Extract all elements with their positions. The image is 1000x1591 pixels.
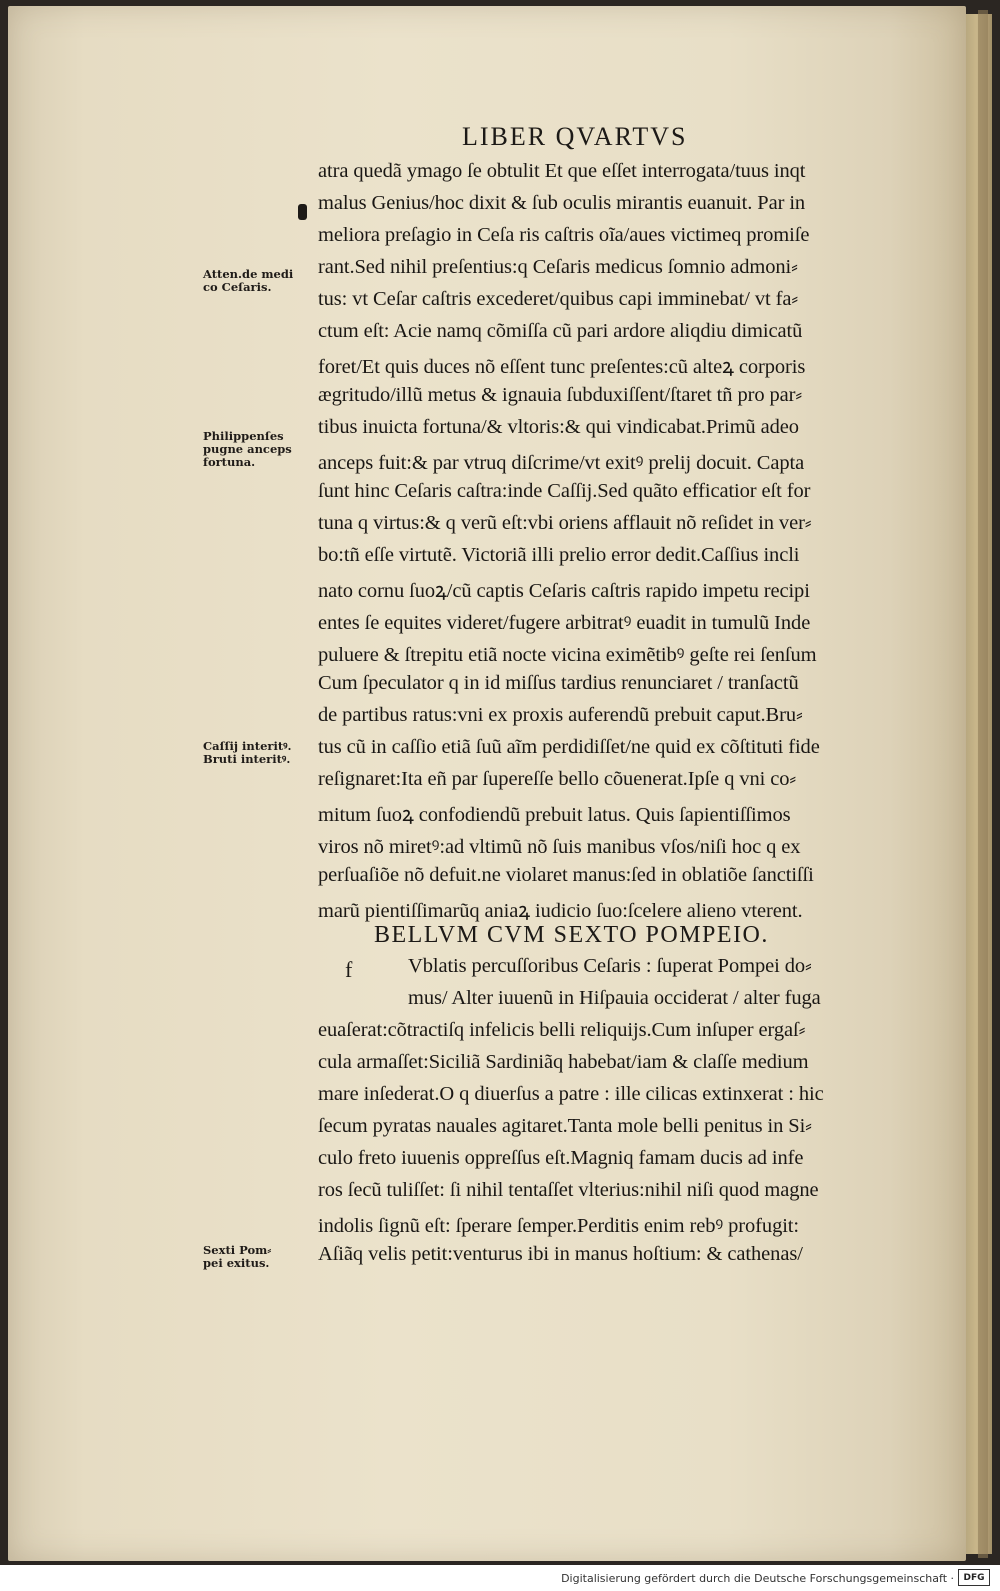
marginal-note-line: co Ceſaris. — [203, 280, 272, 294]
text-line: tus: vt Ceſar caſtris excederet/quibus capi imminebat/ vt fa⸗ — [318, 288, 799, 310]
marginal-note-line: fortuna. — [203, 455, 256, 469]
text-line: Aſiãq velis petit:venturus ibi in manus hoſtium: & cathenas/ — [318, 1243, 803, 1265]
dfg-logo: DFG — [958, 1569, 990, 1586]
marginal-note-line: pugne anceps — [203, 442, 292, 456]
marginal-note-line: Philippenſes — [203, 429, 284, 443]
text-line: reſignaret:Ita eñ par ſupereſſe bello cõuenerat.Ipſe q vni co⸗ — [318, 768, 797, 790]
marginal-note-line: Bruti interitꝰ. — [203, 752, 291, 766]
text-line: euaſerat:cõtractiſq infelicis belli reliquijs.Cum inſuper ergaſ⸗ — [318, 1019, 806, 1041]
text-line: ros ſecũ tuliſſet: ſi nihil tentaſſet vlterius:nihil niſi quod magne — [318, 1179, 819, 1201]
text-line: anceps fuit:& par vtruq diſcrime/vt exitꝰ prelij docuit. Capta — [318, 452, 805, 474]
text-line: bo:tñ eſſe virtutẽ. Victoriã illi prelio error dedit.Caſſius incli — [318, 544, 800, 566]
text-line: de partibus ratus:vni ex proxis auferendũ prebuit caput.Bru⸗ — [318, 704, 803, 726]
marginal-note-line: Sexti Pom⸗ — [203, 1243, 272, 1257]
text-line: tuna q virtus:& q verũ eſt:vbi oriens afflauit nõ reſidet in ver⸗ — [318, 512, 812, 534]
guide-letter: f — [345, 957, 353, 982]
text-line: mus/ Alter iuuenũ in Hiſpauia occiderat / alter fuga — [408, 987, 821, 1009]
marginal-note-line: pei exitus. — [203, 1256, 270, 1270]
text-line: ctum eſt: Acie namq cõmiſſa cũ pari ardore aliqdiu dimicatũ — [318, 320, 803, 342]
text-line: perſuaſiõe nõ defuit.ne violaret manus:ſed in oblatiõe ſanctiſſi — [318, 864, 814, 886]
text-line: cula armaſſet:Siciliã Sardiniãq habebat/iam & claſſe medium — [318, 1051, 809, 1073]
paragraph-mark — [298, 204, 307, 220]
text-line: nato cornu ſuoꝝ/cũ captis Ceſaris caſtris rapido impetu recipi — [318, 580, 810, 602]
text-line: tibus inuicta fortuna/& vltoris:& qui vindicabat.Primũ adeo — [318, 416, 799, 438]
text-line: puluere & ſtrepitu etiã nocte vicina eximẽtibꝰ geſte rei ſenſum — [318, 644, 817, 666]
text-line: mitum ſuoꝝ confodiendũ prebuit latus. Quis ſapientiſſimos — [318, 804, 791, 826]
page-edge-shadow — [978, 10, 988, 1558]
text-line: viros nõ miretꝰ:ad vltimũ nõ ſuis manibus vſos/niſi hoc q ex — [318, 836, 801, 858]
text-line: rant.Sed nihil preſentius:q Ceſaris medicus ſomnio admoni⸗ — [318, 256, 798, 278]
text-line: Vblatis percuſſoribus Ceſaris : ſuperat Pompei do⸗ — [408, 955, 812, 977]
text-line: entes ſe equites videret/fugere arbitratꝰ euadit in tumulũ Inde — [318, 612, 811, 634]
marginal-note — [203, 268, 293, 294]
digitization-credit: Digitalisierung gefördert durch die Deutsche Forschungsgemeinschaft · — [561, 1572, 954, 1585]
text-line: marũ pientiſſimarũq aniaꝝ iudicio ſuo:ſcelere alieno vterent. — [318, 900, 803, 922]
section-title: BELLVM CVM SEXTO POMPEIO. — [374, 922, 769, 948]
text-line: foret/Et quis duces nõ eſſent tunc preſentes:cũ alteꝝ corporis — [318, 356, 806, 378]
text-line: ſecum pyratas nauales agitaret.Tanta mole belli penitus in Si⸗ — [318, 1115, 812, 1137]
text-line: tus cũ in caſſio etiã ſuũ aĩm perdidiſſet/ne quid ex cõſtituti fide — [318, 736, 820, 758]
marginal-note — [203, 740, 292, 766]
text-line: malus Genius/hoc dixit & ſub oculis mirantis euanuit. Par in — [318, 192, 806, 214]
text-line: ægritudo/illũ metus & ignauia ſubduxiſſent/ſtaret tñ pro par⸗ — [318, 384, 803, 406]
marginal-note-line: Caſſij interitꝰ. — [203, 739, 292, 753]
text-line: culo freto iuuenis oppreſſus eſt.Magniq famam ducis ad infe — [318, 1147, 804, 1169]
marginal-note — [203, 1244, 271, 1270]
text-line: meliora preſagio in Ceſa ris caſtris oĩa/aues victimeq promiſe — [318, 224, 810, 246]
running-head: LIBER QVARTVS — [462, 122, 688, 151]
text-line: mare inſederat.O q diuerſus a patre : ille cilicas extinxerat : hic — [318, 1083, 824, 1105]
marginal-note — [203, 430, 292, 469]
text-line: Cum ſpeculator q in id miſſus tardius renunciaret / tranſactũ — [318, 672, 799, 694]
text-line: atra quedã ymago ſe obtulit Et que eſſet interrogata/tuus inqt — [318, 160, 806, 182]
marginal-note-line: Atten.de medi — [203, 267, 294, 281]
text-line: ſunt hinc Ceſaris caſtra:inde Caſſij.Sed quãto efficatior eſt for — [318, 480, 811, 502]
text-line: indolis ſignũ eſt: ſperare ſemper.Perditis enim rebꝰ profugit: — [318, 1215, 799, 1237]
